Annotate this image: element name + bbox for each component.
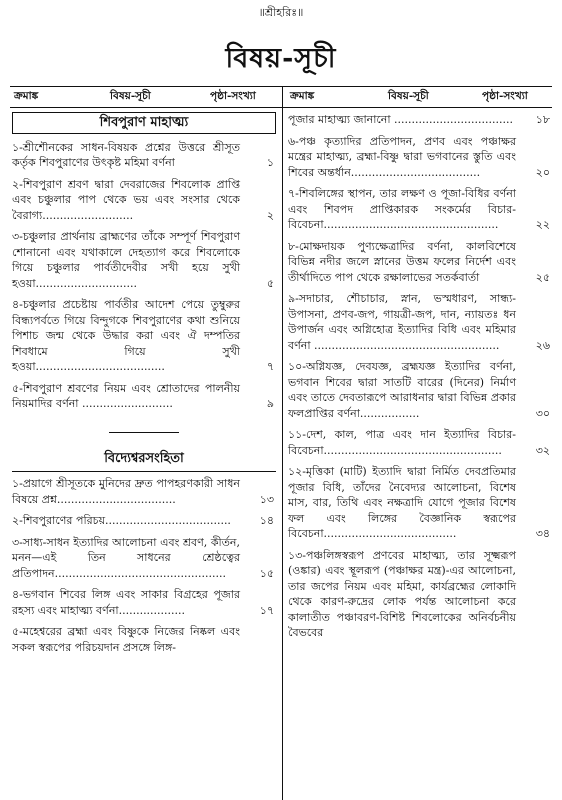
toc-entry — [12, 587, 276, 618]
toc-entry-text: ১৩-পঞ্চলিঙ্গস্বরূপ প্রণবের মাহাত্ম্য, তার সূক্ষ্মরূপ (ওঙ্কার) এবং স্থূলরূপ (পঞ্চাক্ষর মন্ত্র)-এর আলোচনা, তার জপের নিয়ম এবং মহিমা, কার্যব্রহ্মের লোকাদি থেকে কারণ-রুদ্রের লোক পর্যন্ত আলোচনা করে কালাতীত পঞ্চাবরণ-বিশিষ্ট শিবলোকের অনির্বচনীয় বৈভবের — [288, 548, 516, 639]
toc-entry-page: ৩০ — [535, 406, 550, 420]
toc-entry — [12, 229, 276, 291]
toc-entry-text: ৪-চঞ্চুলার প্রচেষ্টায় পার্বতীর আদেশ পেয়ে তুম্বুরুর বিন্ধ্যপর্বতে গিয়ে বিন্দুগকে শিবপুরাণের কথা শুনিয়ে পিশাচ জন্ম থেকে উদ্ধার করা এবং ঐ দম্পতির শিবধামে গিয়ে সুখী হওয়া..................................... — [12, 298, 240, 373]
toc-entry — [12, 476, 276, 507]
left-col-page-heading: পৃষ্ঠা-সংখ্যা — [210, 90, 256, 102]
toc-entry-text: ৩-সাধ্য-সাধন ইত্যাদির আলোচনা এবং শ্রবণ, কীর্তন, মনন—এই তিন সাধনের শ্রেষ্ঠত্বের প্রতিপাদন................................................. — [12, 535, 240, 580]
left-col-serial-heading: ক্রমাঙ্ক — [14, 90, 39, 102]
toc-entry-page: ৭ — [266, 360, 274, 373]
toc-entry-page: ২২ — [535, 218, 550, 231]
toc-entry-page: ২৫ — [535, 270, 550, 284]
toc-entry — [288, 464, 552, 542]
top-mark: ॥শ্রীহরিঃ॥ — [258, 6, 304, 19]
toc-entry — [12, 381, 276, 412]
toc-entry-text: ৫-মহেশ্বরের ব্রহ্মা এবং বিষ্ণুকে নিজের নিষ্কল এবং সকল স্বরূপের পরিচয়দান প্রসঙ্গে লিঙ্গ- — [12, 625, 240, 654]
toc-entry — [12, 624, 276, 655]
left-col-topic-heading: বিষয়-সূচী — [110, 90, 151, 102]
toc-entry — [12, 535, 276, 582]
toc-entry — [12, 177, 276, 224]
toc-entry-text: ৭-শিবলিঙ্গের স্থাপন, তার লক্ষণ ও পূজা-বিধির বর্ণনা এবং শিবপদ প্রাপ্তিকারক সংকর্মের বিচার-বিবেচনা.................................................. — [288, 187, 516, 231]
toc-entry-text: ৩-চঞ্চুলার প্রার্থনায় ব্রাহ্মণের তাঁকে সম্পূর্ণ শিবপুরাণ শোনানো এবং যথাকালে দেহত্যাগ করে শিবলোকে গিয়ে চঞ্চুলার পার্বতীদেবীর সখী হয়ে সুখী হওয়া............................. — [12, 230, 240, 290]
toc-entry-text: ৫-শিবপুরাণ শ্রবণের নিয়ম এবং শ্রোতাদের পালনীয় নিয়মাদির বর্ণনা .......................... — [12, 381, 240, 410]
toc-entry-text: ৬-পঞ্চ কৃত্যাদির প্রতিপাদন, প্রণব এবং পঞ্চাক্ষর মন্ত্রের মাহাত্ম্য, ব্রহ্মা-বিষ্ণু দ্বারা ভগবানের স্তুতি এবং শিবের অন্তর্ধান..................................... — [288, 134, 516, 179]
toc-entry — [288, 239, 552, 286]
toc-entry-text: ১০-অগ্নিযজ্ঞ, দেবযজ্ঞ, ব্রহ্মযজ্ঞ ইত্যাদির বর্ণনা, ভগবান শিবের দ্বারা সাতটি বারের (দিনের) নির্মাণ এবং তাতে দেবতারূপে আরাধনার দ্বারা বিভিন্ন প্রকার ফলপ্রাপ্তির বর্ণনা................. — [288, 360, 516, 420]
toc-entry — [12, 140, 276, 171]
right-column — [288, 112, 552, 647]
toc-entry-page: ১৫ — [259, 566, 274, 580]
toc-entry-text: ৮-মোক্ষদায়ক পুণ্যক্ষেত্রাদির বর্ণনা, কালবিশেষে বিভিন্ন নদীর জলে স্নানের উত্তম ফলের নির্দেশ এবং তীর্থাদিতে পাপ থেকে রক্ষালাভের সতর্কবার্তা — [288, 239, 516, 284]
toc-entry — [12, 513, 276, 529]
right-col-page-heading: পৃষ্ঠা-সংখ্যা — [482, 90, 528, 102]
toc-entry-page: ১৭ — [259, 603, 274, 617]
toc-entry-page: ১৮ — [535, 113, 550, 126]
toc-entry-text: পূজার মাহাত্ম্য জানানো .................................. — [288, 113, 513, 126]
toc-entry-page: ৩৪ — [535, 527, 550, 540]
toc-entry-page: ৫ — [266, 276, 274, 290]
toc-entry — [288, 359, 552, 421]
toc-entry-text: ১-প্রয়াগে শ্রীসূতকে মুনিদের দ্রুত পাপহরণকারী সাধন বিষয়ে প্রশ্ন.................................. — [12, 477, 240, 506]
toc-entry-text: ৪-ভগবান শিবের লিঙ্গ এবং সাকার বিগ্রহের পূজার রহস্য এবং মাহাত্ম্য বর্ণনা................... — [12, 588, 240, 617]
toc-entry-text: ১২-মৃত্তিকা (মাটি) ইত্যাদি দ্বারা নির্মিত দেবপ্রতিমার পূজার বিধি, তাঁদের নৈবেদ্যর আলোচনা, বিশেষ মাস, বার, তিথি এবং নক্ষত্রাদি যোগে পূজার বিশেষ ফল এবং লিঙ্গের বৈজ্ঞানিক স্বরূপের বিবেচনা...................................... — [288, 465, 516, 540]
toc-entry — [12, 297, 276, 375]
section-separator — [109, 432, 179, 433]
toc-entry — [288, 186, 552, 233]
section-title-vidyeshvara-samhita: বিদ্যেশ্বরসংহিতা — [12, 451, 276, 473]
toc-entry-page: ১৩ — [259, 492, 274, 506]
toc-entry-text: ১১-দেশ, কাল, পাত্র এবং দান ইত্যাদির বিচার-বিবেচনা................................................... — [288, 428, 516, 457]
page-title: বিষয়-সূচী — [225, 43, 337, 74]
toc-entry-page: ১ — [266, 156, 274, 169]
toc-entry-page: ৯ — [266, 397, 274, 410]
right-col-serial-heading: ক্রমাঙ্ক — [290, 90, 315, 102]
section-title-shivapurana-mahatmya: শিবপুরাণ মাহাত্ম্য — [12, 112, 276, 134]
toc-entry-text: ৯-সদাচার, শৌচাচার, স্নান, ভস্মধারণ, সান্ধ্য-উপাসনা, প্রণব-জপ, গায়ত্রী-জপ, দান, ন্যায়তঃ ধন উপার্জন এবং অগ্নিহোত্র ইত্যাদির বিধি এবং মহিমার বর্ণনা ..................................................... — [288, 292, 516, 352]
toc-entry-text: ২-শিবপুরাণের পরিচয়.................................... — [12, 514, 231, 527]
toc-entry — [288, 134, 552, 181]
right-col-topic-heading: বিষয়-সূচী — [388, 90, 429, 102]
toc-entry-page: ২৬ — [535, 338, 550, 352]
toc-entry-page: ২০ — [535, 165, 550, 179]
toc-entry-page: ১৪ — [259, 514, 274, 527]
toc-entry-page: ২ — [266, 208, 274, 222]
column-divider — [282, 86, 283, 800]
left-column — [12, 112, 276, 661]
header-bottom-rule — [10, 107, 552, 108]
toc-entry-continuation — [288, 112, 552, 128]
toc-entry-page: ৩২ — [535, 443, 550, 457]
header-top-rule — [10, 86, 552, 87]
toc-entry-text: ২-শিবপুরাণ শ্রবণ দ্বারা দেবরাজের শিবলোক প্রাপ্তি এবং চঞ্চুলার পাপ থেকে ভয় এবং সংসার থেকে বৈরাগ্য.......................... — [12, 177, 240, 222]
toc-entry — [288, 427, 552, 458]
toc-entry — [288, 548, 552, 641]
toc-entry-text: ১-শ্রীশৌনকের সাধন-বিষয়ক প্রশ্নের উত্তরে শ্রীসূত কর্তৃক শিবপুরাণের উৎকৃষ্ট মহিমা বর্ণনা — [12, 140, 240, 169]
toc-entry — [288, 291, 552, 353]
